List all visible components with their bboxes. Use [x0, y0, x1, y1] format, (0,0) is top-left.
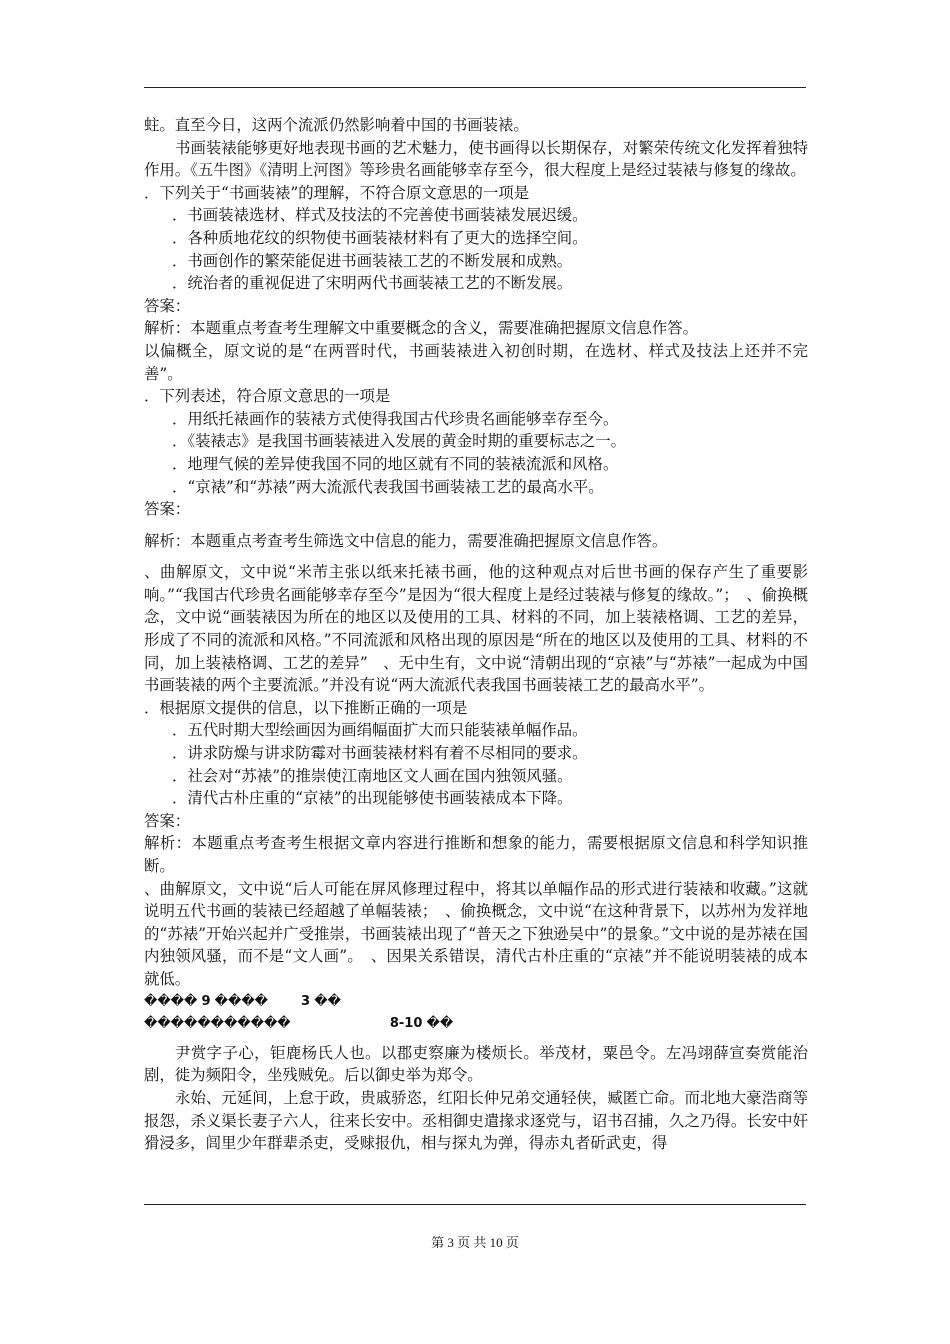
classical-paragraph-2: 永始、元延间，上怠于政，贵戚骄恣，红阳长仲兄弟交通轻侠，臧匿亡命。而北地大豪浩商等报怨，杀义渠长妻子六人，往来长安中。丞相御史遣掾求逐党与，诏书召捕，久之乃得。长安中奸猾浸多，闾里少年群辈杀吏，受赇报仇，相与探丸为弹，得赤丸者斫武吏，得: [144, 1088, 808, 1153]
page-number: 第 3 页 共 10 页: [431, 1235, 519, 1250]
section-header-count: 9: [201, 993, 211, 1009]
q2-analysis: 解析：本题重点考查考生筛选文中信息的能力，需要准确把握原文信息作答。: [144, 531, 668, 550]
q1-option-c: ．书画创作的繁荣能促进书画装裱工艺的不断发展和成熟。: [172, 251, 573, 270]
q2-option-d: ．“京裱”和“苏裱”两大流派代表我国书画装裱工艺的最高水平。: [172, 477, 604, 496]
section-header-points: 3: [301, 993, 311, 1009]
q2-option-a: ．用纸托裱画作的装裱方式使得我国古代珍贵名画能够幸存至今。: [172, 409, 619, 428]
passage-line: 蛀。直至今日，这两个流派仍然影响着中国的书画装裱。: [144, 116, 529, 134]
section-header-range: 8-10: [389, 1016, 423, 1032]
section-header-garbled: ����: [144, 993, 198, 1009]
section-header-garbled: ����: [214, 993, 268, 1009]
q3-option-b: ．讲求防燥与讲求防霉对书画装裱材料有着不尽相同的要求。: [172, 744, 588, 763]
section-header-garbled: ��: [426, 1016, 454, 1032]
section-header-garbled: ��: [314, 993, 341, 1009]
q3-option-c: ．社会对“苏裱”的推崇使江南地区文人画在国内独领风骚。: [172, 766, 573, 785]
section-header-line-1: [144, 991, 808, 1014]
q2-explanation: 、曲解原文，文中说“米芾主张以纸来托裱书画，他的这种观点对后世书画的保存产生了重要影响。”“我国古代珍贵名画能够幸存至今”是因为“很大程度上是经过装裱与修复的缘故。”； 、偷换概念，文中说“画装裱因为所在的地区以及使用的工具、材料的不同，加上装裱格调、工艺的差异，形成了不同的流派和风格。”不同流派和风格出现的原因是“所在的地区以及使用的工具、材料的不同，加上装裱格调、工艺的差异” 、无中生有，文中说“清朝出现的“京裱”与“苏裱”一起成为中国书画装裱的两个主要流派。”并没有说“两大流派代表我国书画装裱工艺的最高水平”。: [144, 563, 808, 695]
question-3-stem: ．根据原文提供的信息，以下推断正确的一项是: [144, 698, 468, 717]
q1-analysis: 解析：本题重点考查考生理解文中重要概念的含义，需要准确把握原文信息作答。: [144, 319, 699, 338]
q3-option-d: ．清代古朴庄重的“京裱”的出现能够使书画装裱成本下降。: [172, 789, 573, 808]
header-rule: [144, 87, 806, 88]
q3-analysis: 解析：本题重点考查考生根据文章内容进行推断和想象的能力，需要根据原文信息和科学知识推断。: [144, 834, 808, 875]
page-body: [144, 114, 808, 1155]
q1-option-d: ．统治者的重视促进了宋明两代书画装裱工艺的不断发展。: [172, 274, 573, 293]
q1-answer: 答案：: [144, 296, 191, 315]
q1-option-a: ．书画装裱选材、样式及技法的不完善使书画装裱发展迟缓。: [172, 206, 588, 225]
question-1-stem: ．下列关于“书画装裱”的理解，不符合原文意思的一项是: [144, 183, 530, 202]
q2-option-c: ．地理气候的差异使我国不同的地区就有不同的装裱流派和风格。: [172, 454, 619, 473]
passage-paragraph: 书画装裱能够更好地表现书画的艺术魅力，使书画得以长期保存，对繁荣传统文化发挥着独特作用。《五牛图》《清明上河图》等珍贵名画能够幸存至今，很大程度上是经过装裱与修复的缘故。: [144, 138, 808, 180]
footer-rule: [144, 1204, 806, 1205]
q3-explanation: 、曲解原文，文中说“后人可能在屏风修理过程中，将其以单幅作品的形式进行装裱和收藏。”这就说明五代书画的装裱已经超越了单幅装裱； 、偷换概念，文中说“在这种背景下，以苏州为发祥地的“苏裱”开始兴起并广受推崇，书画装裱出现了“普天之下独逊吴中”的景象。”文中说的是苏裱在国内独领风骚，而不是“文人画”。 、因果关系错误，清代古朴庄重的“京裱”并不能说明装裱的成本就低。: [144, 879, 808, 988]
classical-paragraph-1: 尹赏字子心，钜鹿杨氏人也。以郡吏察廉为楼烦长。举茂材，粟邑令。左冯翊薛宣奏赏能治剧，徙为频阳令，坐残贼免。后以御史举为郑令。: [144, 1043, 808, 1085]
question-2-stem: ．下列表述，符合原文意思的一项是: [144, 387, 391, 406]
q1-option-b: ．各种质地花纹的织物使书画装裱材料有了更大的选择空间。: [172, 228, 588, 247]
q2-option-b: ．《装裱志》是我国书画装裱进入发展的黄金时期的重要标志之一。: [172, 432, 627, 451]
section-header-line-2: [144, 1013, 808, 1036]
q2-answer: 答案：: [144, 500, 191, 519]
section-header-garbled: �����������: [144, 1016, 291, 1032]
q1-explanation: 以偏概全，原文说的是“在两晋时代，书画装裱进入初创时期，在选材、样式及技法上还并不完善”。: [144, 341, 808, 383]
q3-answer: 答案：: [144, 811, 191, 830]
q3-option-a: ．五代时期大型绘画因为画绢幅面扩大而只能装裱单幅作品。: [172, 721, 588, 740]
